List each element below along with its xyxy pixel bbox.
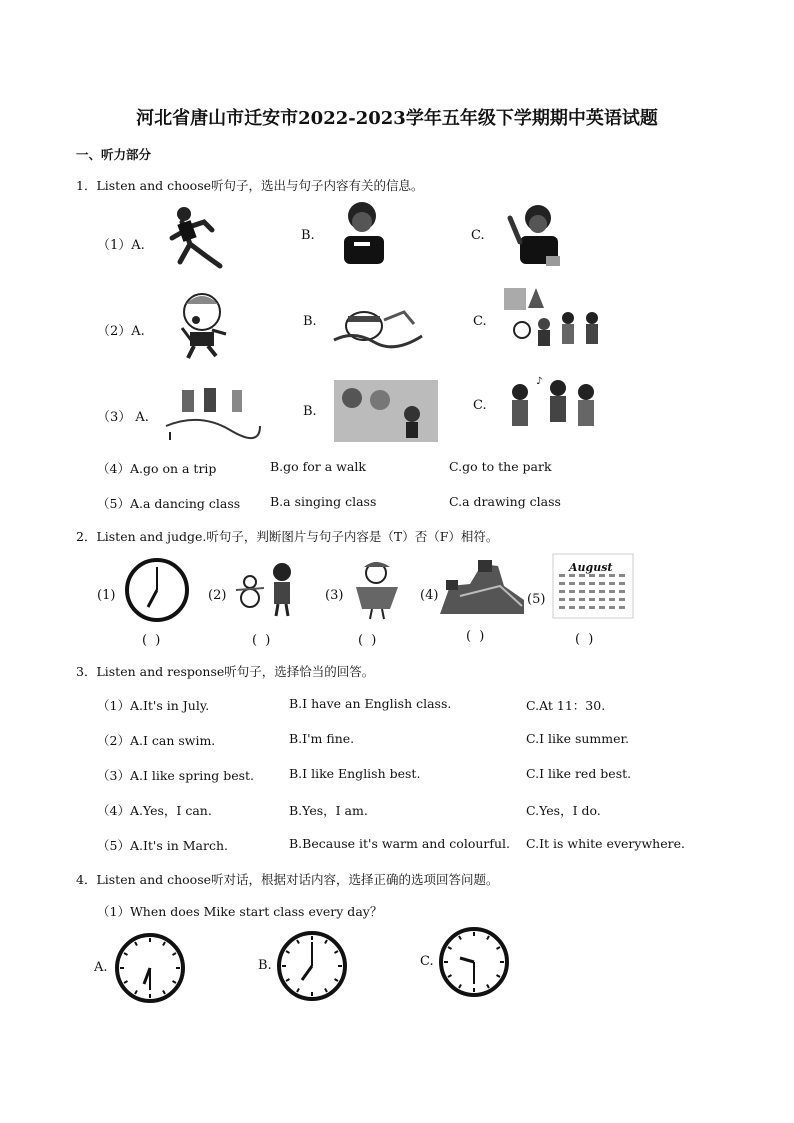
clock-seven-image bbox=[124, 557, 190, 623]
q2-item4-answer-blank[interactable]: ( ) bbox=[466, 629, 487, 644]
q3-row3-option-b: B.I like English best. bbox=[289, 766, 421, 781]
q3-row1-option-b: B.I have an English class. bbox=[289, 696, 452, 711]
question-1-prompt: 1．Listen and choose听句子，选出与句子内容有关的信息。 bbox=[76, 178, 424, 193]
park-scene-image bbox=[334, 380, 438, 442]
q1-row1-label-a: （1）A. bbox=[97, 238, 145, 253]
calendar-month: August bbox=[569, 561, 613, 574]
q4-option-a-label: A. bbox=[94, 960, 108, 975]
svg-text:♪: ♪ bbox=[536, 376, 543, 387]
q3-row1-option-c: C.At 11：30. bbox=[526, 698, 606, 713]
q2-item1-answer-blank[interactable]: ( ) bbox=[142, 633, 163, 648]
q3-row2-option-b: B.I'm fine. bbox=[289, 731, 355, 746]
q1-row2-label-a: （2）A. bbox=[97, 324, 145, 339]
snow-scene-image bbox=[500, 284, 606, 350]
q1-row4-option-a: （4）A.go on a trip bbox=[97, 461, 217, 476]
q1-row3-label-b: B. bbox=[303, 404, 317, 419]
q3-row3-option-c: C.I like red best. bbox=[526, 766, 632, 781]
q4-option-b-label: B. bbox=[258, 958, 272, 973]
q1-row4-option-b: B.go for a walk bbox=[270, 459, 366, 474]
q1-row1-label-c: C. bbox=[471, 228, 485, 243]
q1-row3-label-a: （3） A. bbox=[97, 410, 149, 425]
clock-option-c-image bbox=[438, 926, 510, 998]
q2-item5-label: (5) bbox=[527, 592, 546, 607]
q3-row3-option-a: （3）A.I like spring best. bbox=[97, 768, 255, 783]
q1-row2-label-c: C. bbox=[473, 314, 487, 329]
q3-row4-option-a: （4）A.Yes，I can. bbox=[97, 803, 212, 818]
clock-option-b-image bbox=[276, 930, 348, 1002]
singing-kids-image bbox=[506, 372, 602, 438]
boy-waving-image bbox=[508, 198, 564, 268]
q2-item3-label: (3) bbox=[325, 588, 344, 603]
q1-row5-option-b: B.a singing class bbox=[270, 494, 377, 509]
q2-item4-label: (4) bbox=[420, 588, 439, 603]
q2-item1-label: (1) bbox=[97, 588, 116, 603]
boy-eating-image bbox=[338, 198, 390, 268]
q4-option-c-label: C. bbox=[420, 954, 434, 969]
q3-row1-option-a: （1）A.It's in July. bbox=[97, 698, 210, 713]
question-4-sub-1: （1）When does Mike start class every day？ bbox=[97, 904, 383, 919]
question-3-prompt: 3．Listen and response听句子，选择恰当的回答。 bbox=[76, 664, 375, 679]
swimming-image bbox=[334, 300, 424, 352]
q1-row3-label-c: C. bbox=[473, 398, 487, 413]
boy-snowman-image bbox=[232, 560, 298, 618]
q2-item2-answer-blank[interactable]: ( ) bbox=[252, 633, 273, 648]
q3-row4-option-b: B.Yes，I am. bbox=[289, 803, 368, 818]
q2-item2-label: (2) bbox=[208, 588, 227, 603]
q1-row5-option-c: C.a drawing class bbox=[449, 494, 561, 509]
boy-shouting-image bbox=[172, 290, 234, 360]
clock-option-a-image bbox=[114, 932, 186, 1004]
girl-image bbox=[346, 557, 408, 621]
q1-row2-label-b: B. bbox=[303, 314, 317, 329]
q1-row5-option-a: （5）A.a dancing class bbox=[97, 496, 241, 511]
section-heading-listening: 一、听力部分 bbox=[76, 147, 152, 162]
q3-row5-option-b: B.Because it's warm and colourful. bbox=[289, 836, 511, 851]
q3-row2-option-c: C.I like summer. bbox=[526, 731, 630, 746]
runner-image bbox=[168, 204, 238, 272]
q2-item3-answer-blank[interactable]: ( ) bbox=[358, 633, 379, 648]
q1-row1-label-b: B. bbox=[301, 228, 315, 243]
q3-row5-option-c: C.It is white everywhere. bbox=[526, 836, 685, 851]
great-wall-image bbox=[440, 556, 524, 616]
q1-row4-option-c: C.go to the park bbox=[449, 459, 552, 474]
q3-row4-option-c: C.Yes，I do. bbox=[526, 803, 601, 818]
q3-row5-option-a: （5）A.It's in March. bbox=[97, 838, 229, 853]
question-2-prompt: 2．Listen and judge.听句子，判断图片与句子内容是（T）否（F）相符。 bbox=[76, 529, 499, 544]
q3-row2-option-a: （2）A.I can swim. bbox=[97, 733, 216, 748]
q2-item5-answer-blank[interactable]: ( ) bbox=[575, 632, 596, 647]
walking-path-image bbox=[160, 382, 264, 442]
question-4-prompt: 4．Listen and choose听对话，根据对话内容，选择正确的选项回答问题。 bbox=[76, 872, 499, 887]
page-title: 河北省唐山市迁安市2022-2023学年五年级下学期期中英语试题 bbox=[136, 108, 658, 129]
